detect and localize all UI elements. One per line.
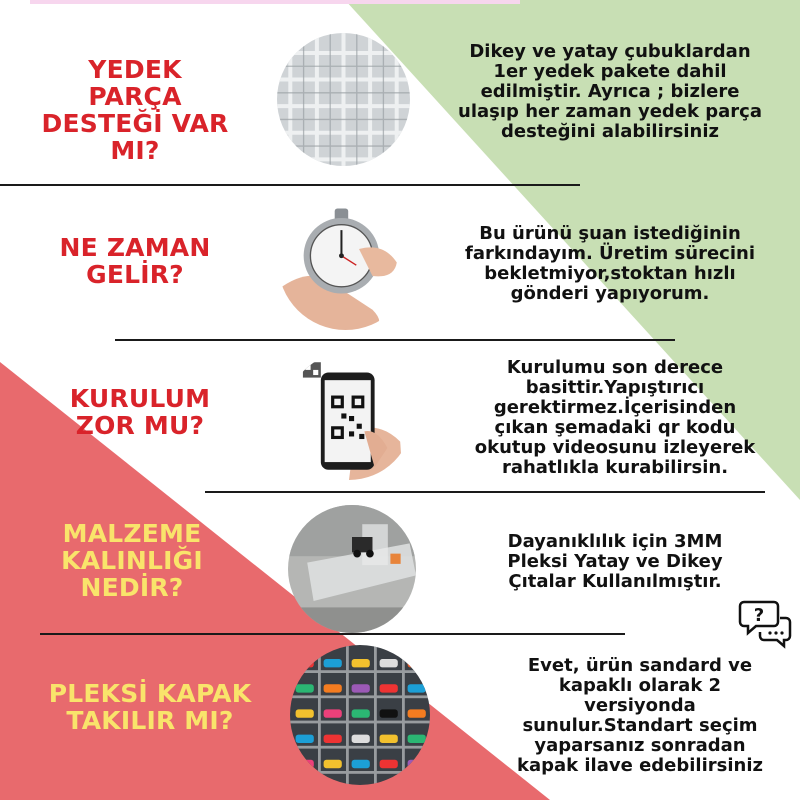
question-line: KALINLIĞI [61,546,203,575]
answer-line: yaparsanız sonradan [534,735,746,756]
answer-line: Evet, ürün sandard ve [527,655,753,676]
answer-spare-parts [440,42,780,142]
answer-line: sunulur.Standart seçim [522,715,758,736]
answer-line: Çıtalar Kullanılmıştır. [508,571,722,592]
answer-line: 1er yedek pakete dahil [493,61,727,82]
answer-line: Dayanıklılık için 3MM [507,531,723,552]
question-line: TAKILIR MI? [66,706,234,735]
answer-line: gönderi yapıyorum. [510,283,710,304]
answer-line: rahatlıkla kurabilirsin. [501,457,729,478]
answer-line: okutup videosunu izleyerek [474,437,756,458]
question-delivery-time [40,234,230,288]
divider-rule [115,339,675,341]
question-line: NEDİR? [80,573,184,602]
question-line: PLEKSİ KAPAK [48,679,252,708]
answer-delivery-time [440,224,780,304]
answer-line: kapaklı olarak 2 [558,675,722,696]
question-acrylic-cover [30,680,270,734]
answer-line: basittir.Yapıştırıcı [525,377,705,398]
question-line: GELİR? [86,260,184,289]
svg-text:?: ? [753,605,765,626]
answer-line: Kurulumu son derece [506,357,724,378]
qr-phone-photo [285,352,413,480]
question-chat-bubble-icon [738,598,794,650]
question-line: ZOR MU? [75,411,205,440]
pink-strip [30,0,520,4]
question-material-thickness [42,520,222,601]
answer-line: Pleksi Yatay ve Dikey [507,551,723,572]
answer-line: gerektirmez.İçerisinden [493,397,737,418]
answer-line: edilmiştir. Ayrıca ; bizlere [480,81,740,102]
answer-line: çıkan şemadaki qr kodu [494,417,736,438]
question-installation [50,385,230,439]
question-line: NE ZAMAN [59,233,211,262]
acrylic-grid-photo [277,33,410,166]
question-line: MALZEME [62,519,202,548]
answer-line: kapak ilave edebilirsiniz [517,755,763,776]
question-line: YEDEK [88,55,182,84]
stopwatch-photo [278,195,413,330]
answer-line: Dikey ve yatay çubuklardan [469,41,751,62]
answer-line: ulaşıp her zaman yedek parça [458,101,762,122]
question-line: MI? [110,136,160,165]
divider-rule [40,633,625,635]
divider-rule [0,184,580,186]
answer-acrylic-cover [490,656,790,776]
answer-line: versiyonda [584,695,696,716]
toy-car-display-photo [290,645,430,785]
answer-material-thickness [465,532,765,592]
answer-installation [440,358,790,478]
plexiglass-detail-photo [288,505,416,633]
answer-line: Bu ürünü şuan istediğinin [479,223,741,244]
question-line: DESTEĞİ VAR [41,109,229,138]
answer-line: desteğini alabilirsiniz [500,121,719,142]
answer-line: bekletmiyor,stoktan hızlı [484,263,736,284]
answer-line: farkındayım. Üretim sürecini [465,243,755,264]
question-line: KURULUM [69,384,211,413]
question-line: PARÇA [88,82,182,111]
divider-rule [205,491,765,493]
question-spare-parts [30,56,240,164]
